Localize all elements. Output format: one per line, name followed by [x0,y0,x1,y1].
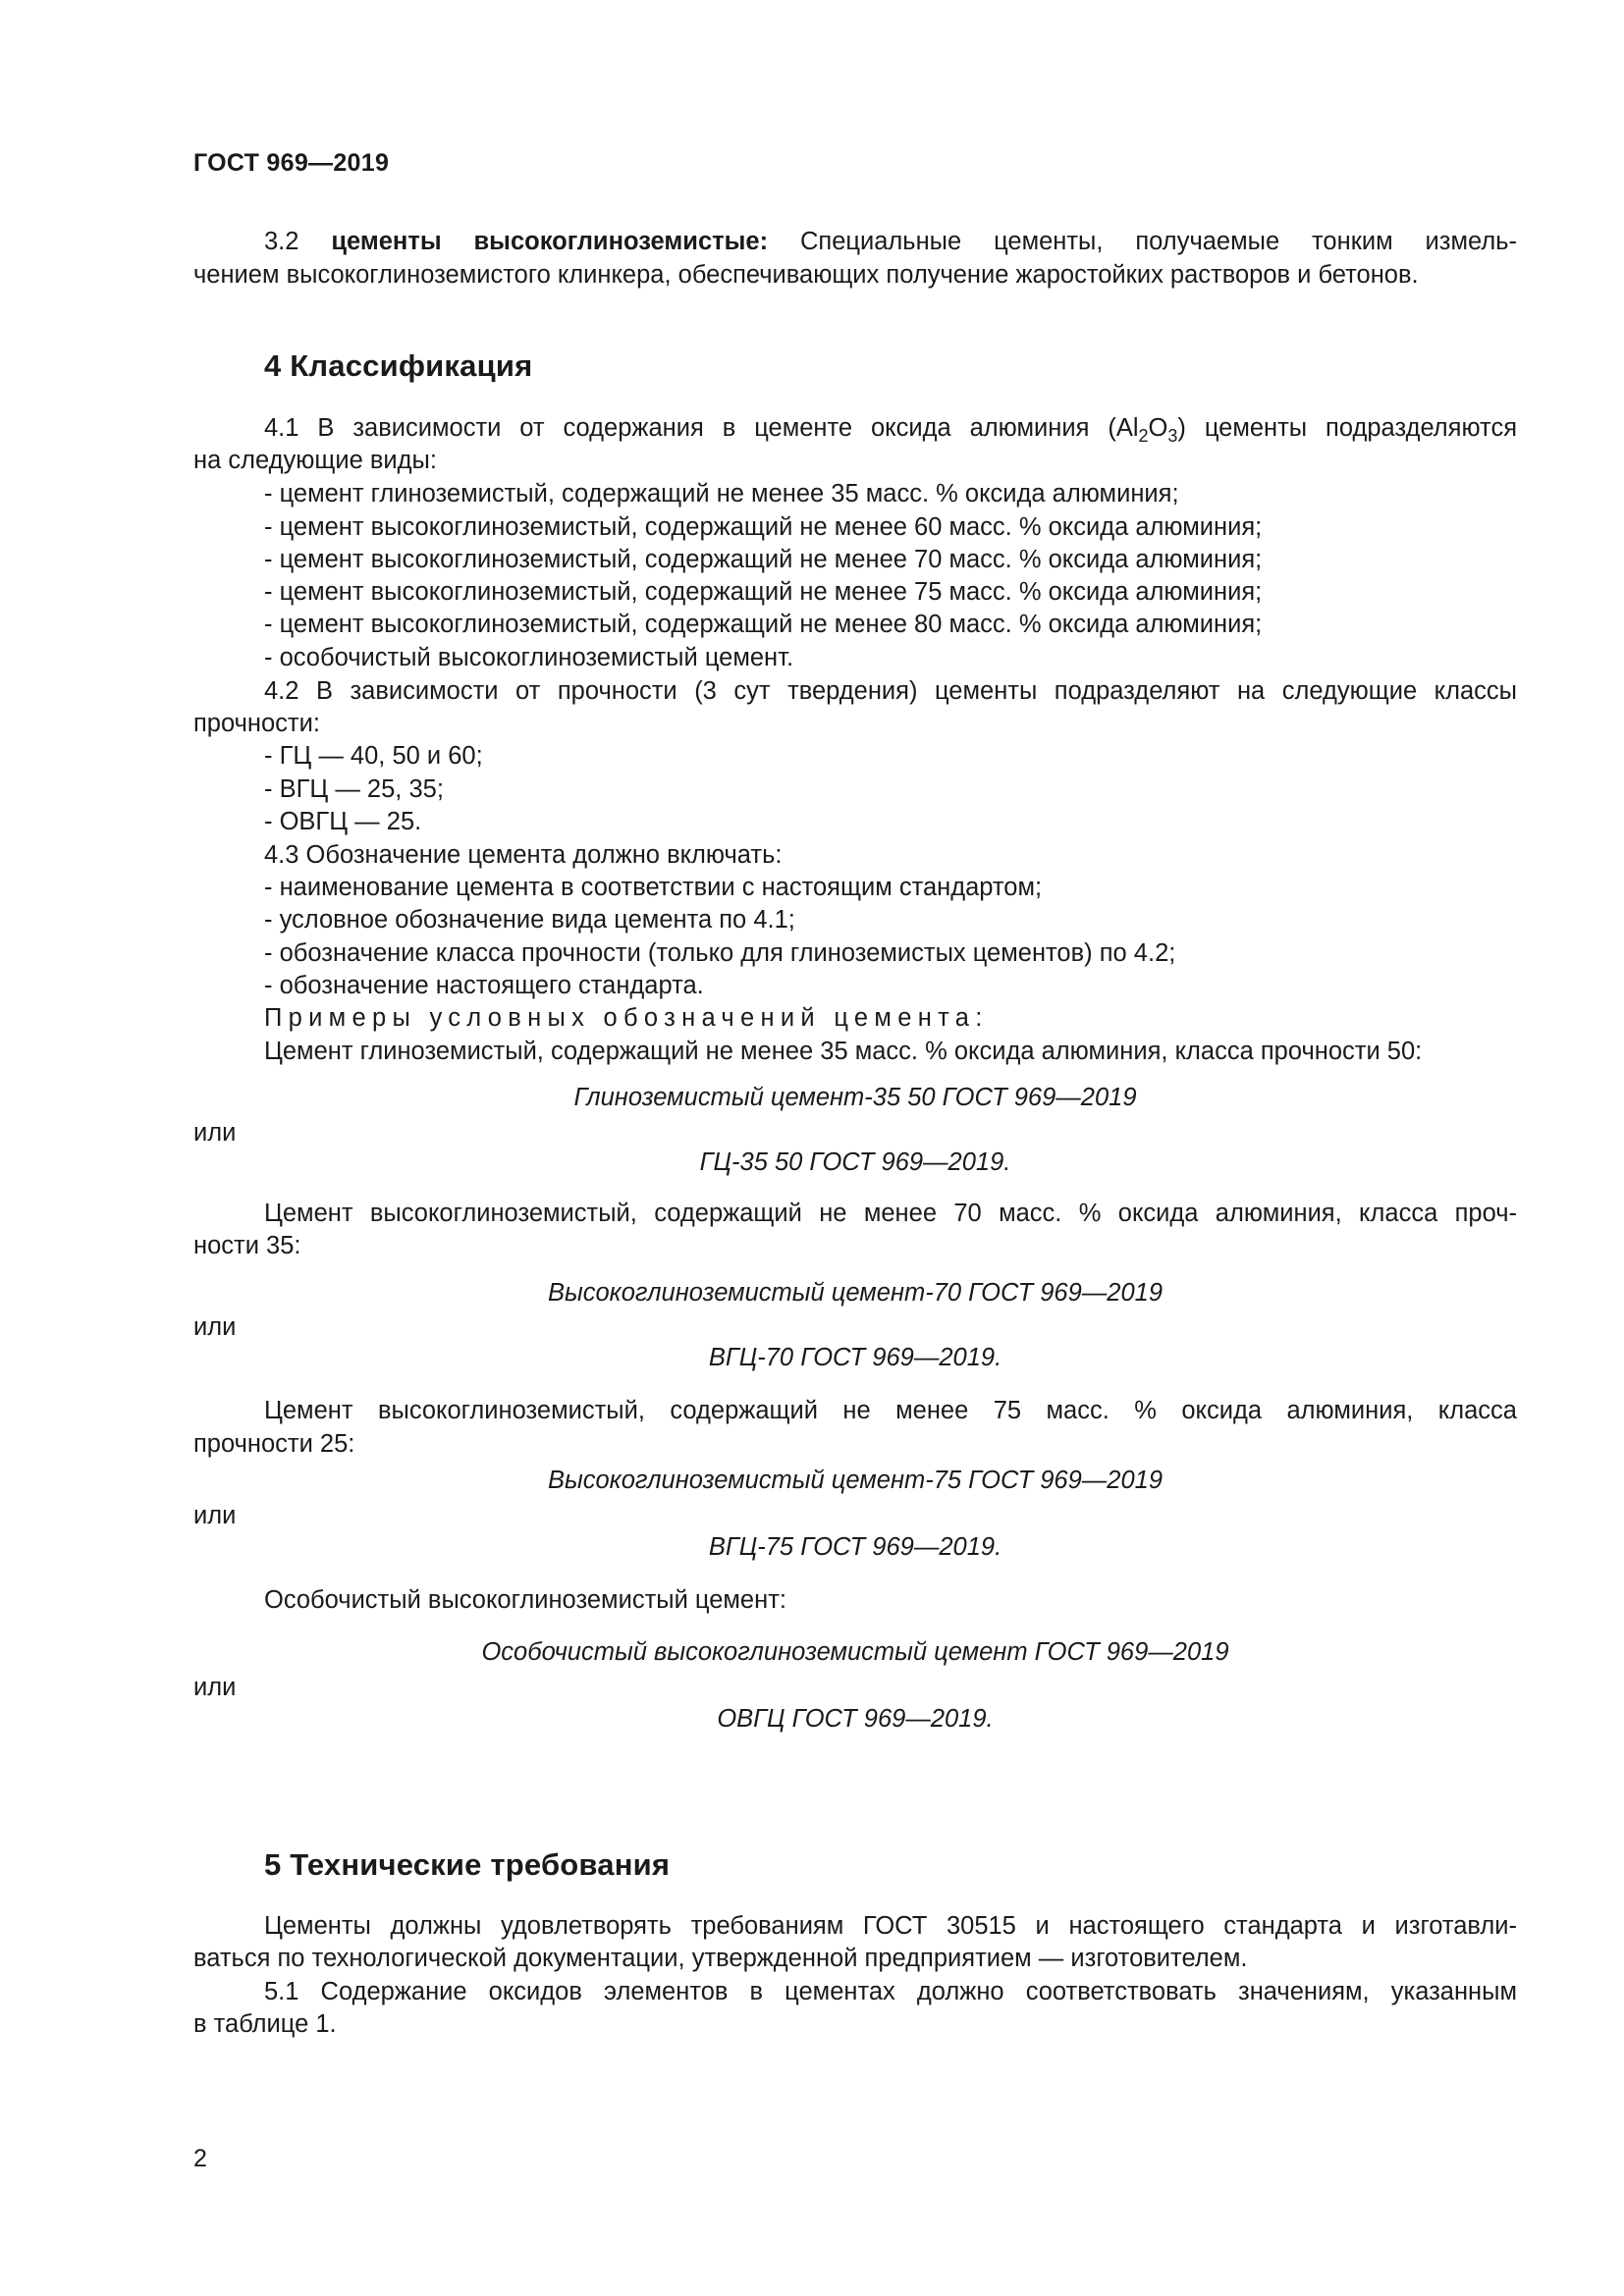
example-1-text: Цемент глиноземистый, содержащий не менее 35 масс. % оксида алюминия, класса прочности 50: [264,1038,1423,1065]
clause-number: 3.2 [264,228,299,255]
example-3-text-line1 [193,1395,1517,1460]
paragraph-4-2-line2: прочности: [193,710,320,737]
paragraph-5-1-line2: в таблице 1. [193,2010,337,2038]
examples-title: Примеры условных обозначений цемента: [264,1004,989,1032]
paragraph-3-2-line2: чением высокоглиноземистого клинкера, обеспечивающих получение жаростойких растворов и бетонов. [193,261,1419,289]
list-item: - особочистый высокоглиноземистый цемент. [264,644,794,671]
p51-text: 5.1 Содержание оксидов элементов в цементах должно соответствовать значениям, указанным [264,1978,1517,2005]
example-4-full-designation: Особочистый высокоглиноземистый цемент ГОСТ 969—2019 [481,1638,1229,1666]
example-3-short-designation: ВГЦ-75 ГОСТ 969—2019. [708,1533,1002,1561]
list-item: - ГЦ — 40, 50 и 60; [264,742,483,770]
paragraph-5-intro-line2: ваться по технологической документации, утвержденной предприятием — изготовителем. [193,1945,1248,1972]
list-item: - условное обозначение вида цемента по 4.1; [264,906,795,934]
or-word: или [193,1313,237,1341]
subscript-2: 2 [1138,426,1149,447]
subscript-3: 3 [1167,426,1178,447]
example-2-text-line2: ности 35: [193,1232,301,1259]
p5-intro-text: Цементы должны удовлетворять требованиям ГОСТ 30515 и настоящего стандарта и изготавли- [264,1912,1517,1940]
list-item: - обозначение класса прочности (только для глиноземистых цементов) по 4.2; [264,939,1176,967]
example-2-text-line1 [193,1198,1517,1262]
list-item: - цемент высокоглиноземистый, содержащий не менее 80 масс. % оксида алюминия; [264,611,1263,638]
paragraph-5-1-line1 [193,1976,1517,2041]
list-item: - цемент глиноземистый, содержащий не менее 35 масс. % оксида алюминия; [264,480,1179,507]
example-3-full-designation: Высокоглиноземистый цемент-75 ГОСТ 969—2019 [547,1467,1164,1494]
example-1-short-designation: ГЦ-35 50 ГОСТ 969—2019. [699,1148,1011,1176]
example-2-short-designation: ВГЦ-70 ГОСТ 969—2019. [708,1344,1002,1371]
term: цементы высокоглиноземистые: [331,228,769,255]
example-3-text-line2: прочности 25: [193,1430,355,1458]
example-4-text: Особочистый высокоглиноземистый цемент: [264,1586,786,1614]
list-item: - обозначение настоящего стандарта. [264,972,704,999]
example-1-full-designation: Глиноземистый цемент-35 50 ГОСТ 969—2019 [573,1084,1137,1111]
or-word: или [193,1502,237,1529]
list-item: - цемент высокоглиноземистый, содержащий не менее 75 масс. % оксида алюминия; [264,578,1263,606]
page-number: 2 [193,2145,207,2172]
p41-text-b: ) цементы подразделяются [1177,414,1517,442]
p42-text: 4.2 В зависимости от прочности (3 сут твердения) цементы подразделяют на следующие классы [264,677,1517,705]
list-item: - ВГЦ — 25, 35; [264,775,444,803]
list-item: - цемент высокоглиноземистый, содержащий не менее 70 масс. % оксида алюминия; [264,546,1263,573]
paragraph-4-2-line1 [193,675,1517,740]
ex3-text: Цемент высокоглиноземистый, содержащий не менее 75 масс. % оксида алюминия, класса [264,1397,1517,1424]
p41-text-a: 4.1 В зависимости от содержания в цементе оксида алюминия (Al [264,414,1139,442]
list-item: - цемент высокоглиноземистый, содержащий не менее 60 масс. % оксида алюминия; [264,513,1263,541]
or-word: или [193,1119,237,1147]
p41-oxygen: O [1148,414,1168,442]
list-item: - ОВГЦ — 25. [264,808,422,835]
list-item: - наименование цемента в соответствии с настоящим стандартом; [264,874,1043,901]
paragraph-4-1-line2: на следующие виды: [193,447,437,474]
ex2-text: Цемент высокоглиноземистый, содержащий не менее 70 масс. % оксида алюминия, класса проч- [264,1200,1517,1227]
paragraph-4-3: 4.3 Обозначение цемента должно включать: [264,841,783,869]
or-word: или [193,1674,237,1701]
example-4-short-designation: ОВГЦ ГОСТ 969—2019. [717,1705,994,1733]
definition-start: Специальные цементы, получаемые тонким измель- [799,228,1517,255]
section-heading-5: 5 Технические требования [264,1847,671,1882]
example-2-full-designation: Высокоглиноземистый цемент-70 ГОСТ 969—2019 [547,1279,1164,1307]
section-heading-4: 4 Классификация [264,348,533,383]
document-header: ГОСТ 969—2019 [193,149,390,177]
